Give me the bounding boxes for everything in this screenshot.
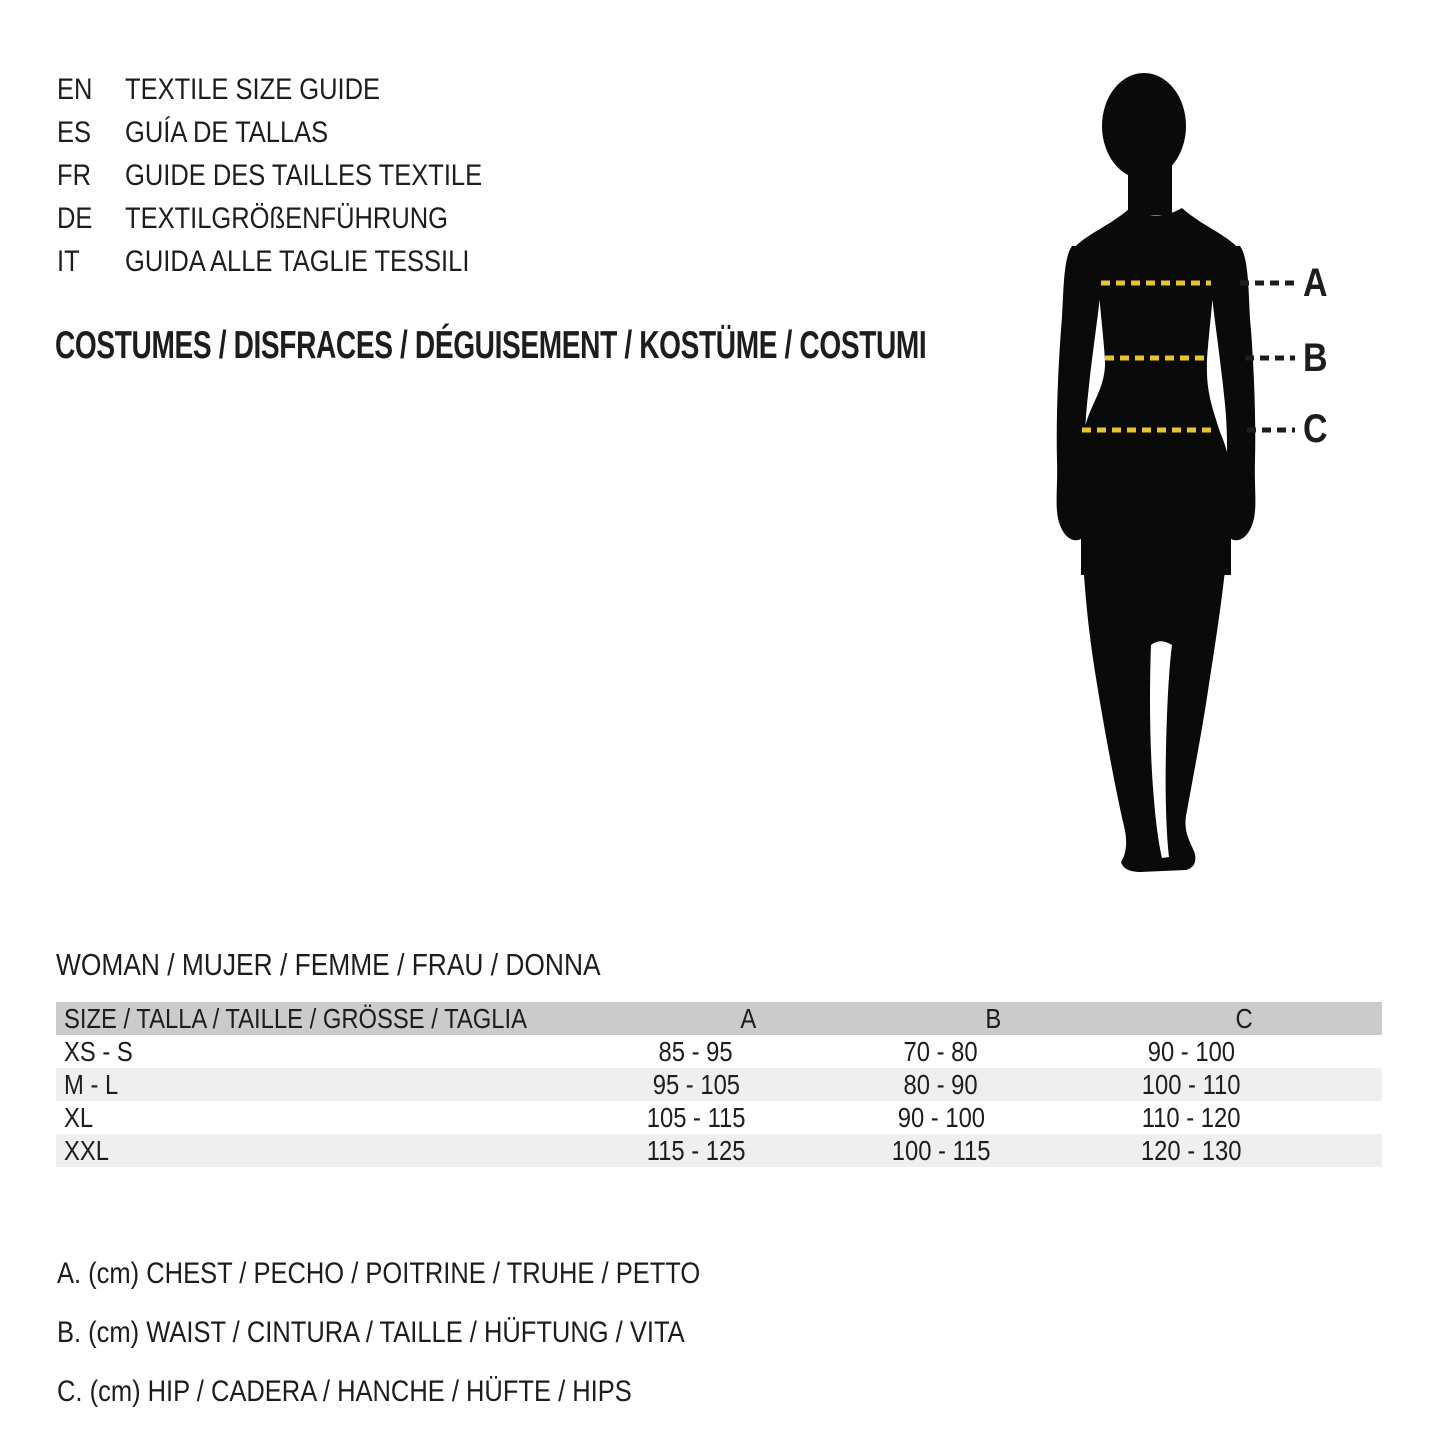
hip-cell: 120 - 130 (1140, 1134, 1242, 1166)
language-row (57, 197, 545, 240)
silhouette-head (1102, 73, 1186, 179)
language-label: TEXTILGRÖßENFÜHRUNG (125, 201, 449, 235)
language-row (57, 154, 545, 197)
size-table-header-row (56, 1002, 1382, 1035)
size-cell: XS - S (64, 1035, 133, 1067)
language-code: ES (57, 115, 92, 149)
language-code: EN (57, 72, 93, 106)
language-guide-block (57, 68, 545, 283)
language-row (57, 240, 545, 283)
language-label: GUIDE DES TAILLES TEXTILE (125, 158, 483, 192)
measurement-legend (57, 1244, 814, 1421)
legend-hip: C. (cm) HIP / CADERA / HANCHE / HÜFTE / HIPS (57, 1375, 632, 1408)
hip-cell: 90 - 100 (1147, 1035, 1235, 1067)
measure-label-chest: A (1303, 261, 1328, 305)
waist-cell: 70 - 80 (903, 1035, 979, 1067)
category-title: COSTUMES / DISFRACES / DÉGUISEMENT / KOSTÜME / COSTUMI (55, 324, 927, 367)
table-row (56, 1134, 1382, 1167)
hip-cell: 100 - 110 (1141, 1068, 1241, 1100)
measure-label-waist: B (1303, 336, 1328, 380)
size-table-header-b: B (985, 1002, 1002, 1034)
waist-cell: 90 - 100 (897, 1101, 985, 1133)
table-row (56, 1035, 1382, 1068)
hip-cell: 110 - 120 (1141, 1101, 1241, 1133)
waist-cell: 80 - 90 (903, 1068, 979, 1100)
legend-chest: A. (cm) CHEST / PECHO / POITRINE / TRUHE / PETTO (57, 1257, 701, 1290)
size-cell: M - L (64, 1068, 119, 1100)
size-table-header-a: A (740, 1002, 757, 1034)
table-row (56, 1101, 1382, 1134)
table-row (56, 1068, 1382, 1101)
chest-cell: 105 - 115 (646, 1101, 746, 1133)
language-code: DE (57, 201, 93, 235)
size-cell: XL (64, 1101, 94, 1133)
section-title-woman: WOMAN / MUJER / FEMME / FRAU / DONNA (56, 947, 601, 982)
chest-cell: 95 - 105 (652, 1068, 740, 1100)
language-label: GUIDA ALLE TAGLIE TESSILI (125, 244, 470, 278)
size-table-header-size: SIZE / TALLA / TAILLE / GRÖSSE / TAGLIA (64, 1002, 527, 1034)
language-code: FR (57, 158, 91, 192)
language-row (57, 68, 545, 111)
measure-label-hip: C (1303, 407, 1328, 451)
size-table-header-c: C (1235, 1002, 1253, 1034)
language-row (57, 111, 545, 154)
language-label: GUÍA DE TALLAS (125, 115, 329, 149)
size-table (56, 1002, 1382, 1167)
size-cell: XXL (64, 1134, 109, 1166)
language-label: TEXTILE SIZE GUIDE (125, 72, 381, 106)
waist-cell: 100 - 115 (891, 1134, 991, 1166)
chest-cell: 85 - 95 (658, 1035, 734, 1067)
language-code: IT (57, 244, 80, 278)
legend-waist: B. (cm) WAIST / CINTURA / TAILLE / HÜFTUNG / VITA (57, 1316, 685, 1349)
chest-cell: 115 - 125 (646, 1134, 746, 1166)
woman-silhouette (1030, 60, 1400, 900)
